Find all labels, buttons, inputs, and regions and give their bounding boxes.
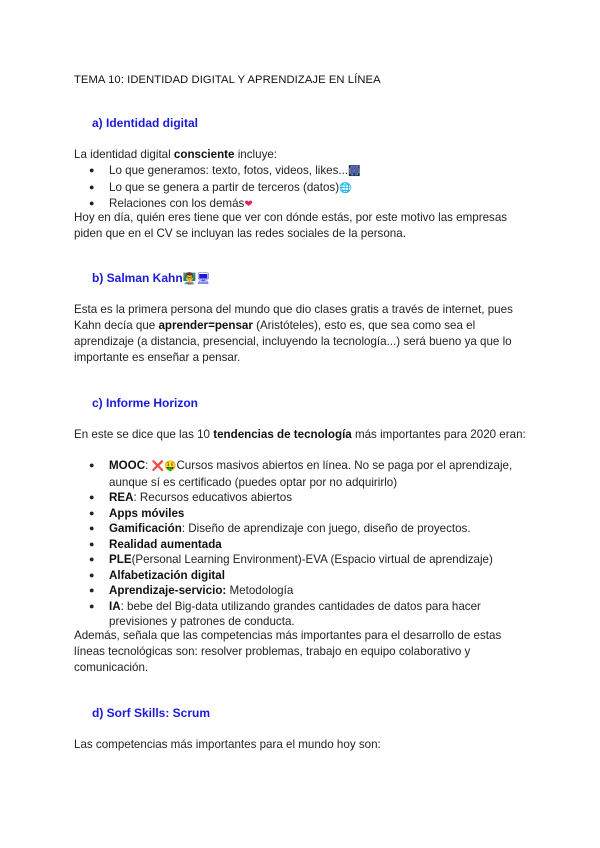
list-item-text: Lo que se genera a partir de terceros (datos) <box>109 180 340 194</box>
section-a-intro <box>74 147 534 163</box>
list-item-bold: REA <box>109 491 134 504</box>
list-item-text: : Recursos educativos abiertos <box>133 491 293 504</box>
list-item <box>74 506 534 522</box>
section-d-paragraph: Las competencias más importantes para el mundo hoy son: <box>74 738 381 751</box>
heart-icon: ❤ <box>244 199 253 210</box>
list-item: ● MOOC: ❌🤑Cursos masivos abiertos en línea. No se paga por el aprendizaje, aunque sí es certificado (puedes optar por no adquirirlo) <box>74 458 534 490</box>
list-item-bold: IA <box>109 599 121 613</box>
list-item <box>74 163 534 180</box>
section-c-list <box>74 458 534 630</box>
list-item-bold: Apps móviles <box>109 506 185 520</box>
section-b-heading <box>92 271 210 285</box>
list-item <box>74 490 534 506</box>
section-a-intro-bold: consciente <box>173 148 235 161</box>
list-item <box>74 568 534 584</box>
list-item <box>74 180 534 197</box>
section-b-text-tail: (Aristóteles), esto es, que sea como sea el aprendizaje (a distancia, presencial, incluyendo la tecnología...) será bueno ya que lo importante es enseñar a pensar. <box>74 319 512 364</box>
list-item <box>74 537 534 553</box>
section-b-heading-text: b) Salman Kahn <box>92 271 183 285</box>
section-a-heading: a) Identidad digital <box>92 116 199 130</box>
list-item-bold: MOOC <box>109 459 146 472</box>
section-a-intro-text: La identidad digital <box>74 148 174 161</box>
cross-moneyface-icon: ❌🤑 <box>151 461 177 472</box>
list-item-bold: PLE <box>109 553 132 566</box>
list-item <box>74 521 534 537</box>
section-a-list <box>74 163 534 213</box>
section-c-heading: c) Informe Horizon <box>92 396 199 410</box>
list-item-bold: Gamificación <box>109 522 182 535</box>
list-item-text: Metodología <box>226 584 294 597</box>
section-c-intro-bold: tendencias de tecnología <box>213 428 352 441</box>
section-b-text: Esta es la primera persona del mundo que dio clases gratis a través de internet, pues Kahn decía que <box>74 303 513 332</box>
list-item-text: Cursos masivos abiertos en línea. No se paga por el aprendizaje, aunque sí es certificado (puedes optar por no adquirirlo) <box>109 459 513 489</box>
section-c-intro-tail: más importantes para 2020 eran: <box>351 428 526 441</box>
section-b-paragraph <box>74 302 534 366</box>
section-a-paragraph: Hoy en día, quién eres tiene que ver con dónde estás, por este motivo las empresas piden que en el CV se incluyan las redes sociales de la persona. <box>74 211 508 240</box>
document-title: TEMA 10: IDENTIDAD DIGITAL Y APRENDIZAJE EN LÍNEA <box>74 74 381 86</box>
section-c-paragraph: Además, señala que las competencias más importantes para el desarrollo de estas líneas tecnológicas son: resolver problemas, trabajo en equipo colaborativo y comunicación. <box>74 629 502 674</box>
section-c-intro <box>74 427 534 443</box>
list-item <box>74 583 534 599</box>
list-item-bold: Aprendizaje-servicio: <box>109 584 227 597</box>
list-item-bold: Realidad aumentada <box>109 537 222 551</box>
section-d-heading: d) Sorf Skills: Scrum <box>92 706 211 720</box>
list-item-bold: Alfabetización digital <box>109 568 225 582</box>
list-item-text: : bebe del Big-data utilizando grandes cantidades de datos para hacer previsiones y patrones de conducta. <box>109 599 481 628</box>
list-item-text: Relaciones con los demás <box>109 197 245 210</box>
fireworks-icon: 🎆 <box>348 166 361 177</box>
section-c-intro-text: En este se dice que las 10 <box>74 428 214 441</box>
teacher-computer-icon: 👨‍🏫🖥 <box>182 273 211 285</box>
list-item-text: (Personal Learning Environment)-EVA (Espacio virtual de aprendizaje) <box>131 553 493 566</box>
globe-icon: 🌐 <box>339 182 352 194</box>
list-item <box>74 599 534 630</box>
list-item-text: Lo que generamos: texto, fotos, videos, likes... <box>109 164 349 177</box>
list-item <box>74 552 534 568</box>
section-b-bold: aprender=pensar <box>158 319 253 332</box>
section-a-intro-tail: incluye: <box>234 148 278 161</box>
list-item-text: : Diseño de aprendizaje con juego, diseño de proyectos. <box>181 522 471 535</box>
